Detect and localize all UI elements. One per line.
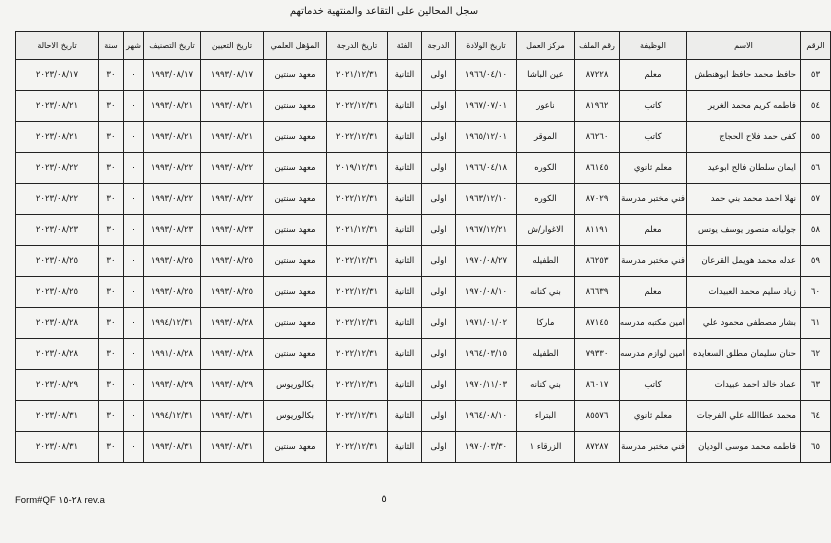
- classification-date-cell: ١٩٩٣/٠٨/٢٥: [144, 277, 201, 308]
- grade-cell: اولى: [422, 246, 456, 277]
- work-center-cell: الكوره: [517, 153, 575, 184]
- work-center-cell: الطفيله: [517, 339, 575, 370]
- retirement-date-cell: ٢٠٢٣/٠٨/٢٢: [16, 184, 99, 215]
- work-center-cell: ماركا: [517, 308, 575, 339]
- row-number-cell: ٥٤: [801, 91, 831, 122]
- job-title-cell: فني مختبر مدرسة: [620, 432, 687, 463]
- row-number-cell: ٦١: [801, 308, 831, 339]
- row-number-cell: ٦٢: [801, 339, 831, 370]
- job-title-cell: معلم: [620, 215, 687, 246]
- work-center-cell: الاغوار/ش: [517, 215, 575, 246]
- months-cell: ٠: [124, 184, 144, 215]
- classification-date-cell: ١٩٩٣/٠٨/٢٢: [144, 153, 201, 184]
- years-cell: ٣٠: [99, 432, 124, 463]
- row-number-cell: ٦٣: [801, 370, 831, 401]
- table-row: [16, 432, 831, 463]
- job-title-cell: معلم: [620, 277, 687, 308]
- qualification-cell: معهد سنتين: [264, 277, 327, 308]
- job-title-cell: فني مختبر مدرسة: [620, 246, 687, 277]
- employee-name-cell: حافظ محمد حافظ ابوهنطش: [687, 60, 801, 91]
- employee-name-cell: محمد عطاالله علي الفرجات: [687, 401, 801, 432]
- appointment-date-cell: ١٩٩٣/٠٨/٢٢: [201, 184, 264, 215]
- document-title: سجل المحالين على التقاعد والمنتهية خدماتهم: [289, 6, 479, 17]
- grade-cell: اولى: [422, 339, 456, 370]
- birth-date-cell: ١٩٦٧/١٢/٢١: [456, 215, 517, 246]
- grade-cell: اولى: [422, 277, 456, 308]
- row-number-cell: ٥٦: [801, 153, 831, 184]
- employee-name-cell: ايمان سلطان فالح ابوعيد: [687, 153, 801, 184]
- work-center-cell: عين الباشا: [517, 60, 575, 91]
- work-center-cell: البتراء: [517, 401, 575, 432]
- work-center-cell: بني كنانه: [517, 370, 575, 401]
- grade-date-cell: ٢٠١٩/١٢/٣١: [327, 153, 388, 184]
- qualification-cell: معهد سنتين: [264, 91, 327, 122]
- category-cell: الثانية: [388, 122, 422, 153]
- birth-date-cell: ١٩٧٠/٠٣/٣٠: [456, 432, 517, 463]
- birth-date-cell: ١٩٦٥/١٢/٠١: [456, 122, 517, 153]
- work-center-cell: ناعور: [517, 91, 575, 122]
- grade-date-cell: ٢٠٢٢/١٢/٣١: [327, 308, 388, 339]
- table-row: [16, 215, 831, 246]
- category-cell: الثانية: [388, 184, 422, 215]
- years-cell: ٣٠: [99, 339, 124, 370]
- birth-date-cell: ١٩٧٠/١١/٠٣: [456, 370, 517, 401]
- category-cell: الثانية: [388, 308, 422, 339]
- grade-cell: اولى: [422, 153, 456, 184]
- years-cell: ٣٠: [99, 91, 124, 122]
- appointment-date-cell: ١٩٩٣/٠٨/٢٨: [201, 339, 264, 370]
- retirement-date-cell: ٢٠٢٣/٠٨/٣١: [16, 432, 99, 463]
- file-number-cell: ٨٦٢٥٣: [575, 246, 620, 277]
- qualification-cell: معهد سنتين: [264, 60, 327, 91]
- qualification-cell: معهد سنتين: [264, 153, 327, 184]
- category-cell: الثانية: [388, 432, 422, 463]
- classification-date-cell: ١٩٩٣/٠٨/٢١: [144, 91, 201, 122]
- category-cell: الثانية: [388, 153, 422, 184]
- qualification-cell: معهد سنتين: [264, 122, 327, 153]
- file-number-cell: ٨٦٦٣٩: [575, 277, 620, 308]
- retirement-date-cell: ٢٠٢٣/٠٨/٢١: [16, 122, 99, 153]
- column-header: سنة: [99, 32, 124, 60]
- file-number-cell: ٨٧٢٢٨: [575, 60, 620, 91]
- file-number-cell: ٨٥٥٧٦: [575, 401, 620, 432]
- column-header: مركز العمل: [517, 32, 575, 60]
- grade-date-cell: ٢٠٢٢/١٢/٣١: [327, 122, 388, 153]
- employee-name-cell: فاطمه محمد موسى الوديان: [687, 432, 801, 463]
- column-header: الرقم: [801, 32, 831, 60]
- employee-name-cell: عدله محمد هويمل القرعان: [687, 246, 801, 277]
- table-row: [16, 246, 831, 277]
- file-number-cell: ٨٦٠١٧: [575, 370, 620, 401]
- classification-date-cell: ١٩٩٣/٠٨/٢٥: [144, 246, 201, 277]
- employee-name-cell: نهلا احمد محمد بني حمد: [687, 184, 801, 215]
- employee-name-cell: فاطمه كريم محمد الغرير: [687, 91, 801, 122]
- work-center-cell: الطفيله: [517, 246, 575, 277]
- job-title-cell: معلم ثانوي: [620, 153, 687, 184]
- retirement-date-cell: ٢٠٢٣/٠٨/٢٨: [16, 308, 99, 339]
- page-number: ٥: [381, 494, 387, 505]
- work-center-cell: الكوره: [517, 184, 575, 215]
- table-row: [16, 401, 831, 432]
- grade-cell: اولى: [422, 432, 456, 463]
- form-code: Form#QF ٢٨-١٥ rev.a: [15, 495, 105, 506]
- grade-cell: اولى: [422, 370, 456, 401]
- classification-date-cell: ١٩٩٣/٠٨/٢٩: [144, 370, 201, 401]
- qualification-cell: بكالوريوس: [264, 401, 327, 432]
- column-header: تاريخ التعيين: [201, 32, 264, 60]
- job-title-cell: معلم ثانوي: [620, 401, 687, 432]
- grade-cell: اولى: [422, 401, 456, 432]
- category-cell: الثانية: [388, 91, 422, 122]
- category-cell: الثانية: [388, 246, 422, 277]
- qualification-cell: معهد سنتين: [264, 184, 327, 215]
- column-header: شهر: [124, 32, 144, 60]
- retirement-date-cell: ٢٠٢٣/٠٨/٢٥: [16, 246, 99, 277]
- appointment-date-cell: ١٩٩٣/٠٨/٣١: [201, 401, 264, 432]
- months-cell: ٠: [124, 60, 144, 91]
- months-cell: ٠: [124, 401, 144, 432]
- classification-date-cell: ١٩٩٣/٠٨/٣١: [144, 432, 201, 463]
- file-number-cell: ٨٧١٤٥: [575, 308, 620, 339]
- classification-date-cell: ١٩٩٣/٠٨/٢١: [144, 122, 201, 153]
- qualification-cell: معهد سنتين: [264, 432, 327, 463]
- column-header: تاريخ الولادة: [456, 32, 517, 60]
- column-header: المؤهل العلمي: [264, 32, 327, 60]
- years-cell: ٣٠: [99, 215, 124, 246]
- appointment-date-cell: ١٩٩٣/٠٨/٢٣: [201, 215, 264, 246]
- column-header: رقم الملف: [575, 32, 620, 60]
- birth-date-cell: ١٩٧٠/٠٨/١٠: [456, 277, 517, 308]
- grade-cell: اولى: [422, 215, 456, 246]
- table-row: [16, 339, 831, 370]
- appointment-date-cell: ١٩٩٣/٠٨/٢٢: [201, 153, 264, 184]
- row-number-cell: ٥٣: [801, 60, 831, 91]
- retirement-date-cell: ٢٠٢٣/٠٨/٢٥: [16, 277, 99, 308]
- column-header: تاريخ التصنيف: [144, 32, 201, 60]
- row-number-cell: ٦٠: [801, 277, 831, 308]
- years-cell: ٣٠: [99, 401, 124, 432]
- table-body: [16, 60, 831, 463]
- grade-date-cell: ٢٠٢٢/١٢/٣١: [327, 184, 388, 215]
- birth-date-cell: ١٩٦٣/١٢/١٠: [456, 184, 517, 215]
- years-cell: ٣٠: [99, 277, 124, 308]
- grade-cell: اولى: [422, 184, 456, 215]
- category-cell: الثانية: [388, 277, 422, 308]
- retirement-date-cell: ٢٠٢٣/٠٨/٣١: [16, 401, 99, 432]
- qualification-cell: معهد سنتين: [264, 246, 327, 277]
- appointment-date-cell: ١٩٩٣/٠٨/٢٨: [201, 308, 264, 339]
- grade-date-cell: ٢٠٢١/١٢/٣١: [327, 60, 388, 91]
- employee-name-cell: بشار مصطفى محمود علي: [687, 308, 801, 339]
- employee-name-cell: كفى حمد فلاح الحجاج: [687, 122, 801, 153]
- months-cell: ٠: [124, 215, 144, 246]
- grade-date-cell: ٢٠٢٢/١٢/٣١: [327, 432, 388, 463]
- appointment-date-cell: ١٩٩٣/٠٨/٢٩: [201, 370, 264, 401]
- work-center-cell: الزرقاء ١: [517, 432, 575, 463]
- work-center-cell: الموقر: [517, 122, 575, 153]
- table-row: [16, 308, 831, 339]
- column-header: الاسم: [687, 32, 801, 60]
- qualification-cell: بكالوريوس: [264, 370, 327, 401]
- file-number-cell: ٨٧٠٢٩: [575, 184, 620, 215]
- file-number-cell: ٨١١٩١: [575, 215, 620, 246]
- years-cell: ٣٠: [99, 370, 124, 401]
- classification-date-cell: ١٩٩٤/١٢/٣١: [144, 401, 201, 432]
- years-cell: ٣٠: [99, 153, 124, 184]
- employee-name-cell: عماد خالد احمد عبيدات: [687, 370, 801, 401]
- qualification-cell: معهد سنتين: [264, 339, 327, 370]
- column-header: تاريخ الاحالة: [16, 32, 99, 60]
- classification-date-cell: ١٩٩٣/٠٨/٢٣: [144, 215, 201, 246]
- months-cell: ٠: [124, 91, 144, 122]
- months-cell: ٠: [124, 277, 144, 308]
- grade-date-cell: ٢٠٢٢/١٢/٣١: [327, 277, 388, 308]
- row-number-cell: ٥٥: [801, 122, 831, 153]
- years-cell: ٣٠: [99, 308, 124, 339]
- birth-date-cell: ١٩٧١/٠١/٠٢: [456, 308, 517, 339]
- classification-date-cell: ١٩٩١/٠٨/٢٨: [144, 339, 201, 370]
- years-cell: ٣٠: [99, 60, 124, 91]
- employee-name-cell: زياد سليم محمد العبيدات: [687, 277, 801, 308]
- table-row: [16, 277, 831, 308]
- file-number-cell: ٨١٩٦٢: [575, 91, 620, 122]
- retirement-date-cell: ٢٠٢٣/٠٨/٢٩: [16, 370, 99, 401]
- file-number-cell: ٨٧٢٨٧: [575, 432, 620, 463]
- classification-date-cell: ١٩٩٣/٠٨/١٧: [144, 60, 201, 91]
- years-cell: ٣٠: [99, 122, 124, 153]
- column-header: الفئة: [388, 32, 422, 60]
- grade-date-cell: ٢٠٢٢/١٢/٣١: [327, 401, 388, 432]
- table-header-row: [16, 32, 831, 60]
- classification-date-cell: ١٩٩٣/٠٨/٢٢: [144, 184, 201, 215]
- months-cell: ٠: [124, 246, 144, 277]
- birth-date-cell: ١٩٦٧/٠٧/٠١: [456, 91, 517, 122]
- retirement-date-cell: ٢٠٢٣/٠٨/١٧: [16, 60, 99, 91]
- birth-date-cell: ١٩٦٤/٠٣/١٥: [456, 339, 517, 370]
- table-row: [16, 60, 831, 91]
- grade-cell: اولى: [422, 91, 456, 122]
- column-header: الوظيفة: [620, 32, 687, 60]
- table-row: [16, 184, 831, 215]
- birth-date-cell: ١٩٦٦/٠٤/١٨: [456, 153, 517, 184]
- grade-cell: اولى: [422, 308, 456, 339]
- job-title-cell: معلم: [620, 60, 687, 91]
- retirement-date-cell: ٢٠٢٣/٠٨/٢٣: [16, 215, 99, 246]
- months-cell: ٠: [124, 308, 144, 339]
- grade-date-cell: ٢٠٢١/١٢/٣١: [327, 215, 388, 246]
- grade-date-cell: ٢٠٢٢/١٢/٣١: [327, 339, 388, 370]
- table-row: [16, 153, 831, 184]
- appointment-date-cell: ١٩٩٣/٠٨/٣١: [201, 432, 264, 463]
- retirement-date-cell: ٢٠٢٣/٠٨/٢٢: [16, 153, 99, 184]
- appointment-date-cell: ١٩٩٣/٠٨/١٧: [201, 60, 264, 91]
- category-cell: الثانية: [388, 370, 422, 401]
- file-number-cell: ٨٦١٤٥: [575, 153, 620, 184]
- qualification-cell: معهد سنتين: [264, 215, 327, 246]
- table-row: [16, 122, 831, 153]
- birth-date-cell: ١٩٦٤/٠٨/١٠: [456, 401, 517, 432]
- birth-date-cell: ١٩٧٠/٠٨/٢٧: [456, 246, 517, 277]
- table-row: [16, 370, 831, 401]
- category-cell: الثانية: [388, 401, 422, 432]
- row-number-cell: ٥٧: [801, 184, 831, 215]
- appointment-date-cell: ١٩٩٣/٠٨/٢١: [201, 91, 264, 122]
- grade-date-cell: ٢٠٢٢/١٢/٣١: [327, 246, 388, 277]
- column-header: تاريخ الدرجة: [327, 32, 388, 60]
- work-center-cell: بني كنانه: [517, 277, 575, 308]
- job-title-cell: امين لوازم مدرسه: [620, 339, 687, 370]
- job-title-cell: امين مكتبه مدرسه: [620, 308, 687, 339]
- file-number-cell: ٧٩٣٣٠: [575, 339, 620, 370]
- category-cell: الثانية: [388, 215, 422, 246]
- job-title-cell: فني مختبر مدرسة: [620, 184, 687, 215]
- job-title-cell: كاتب: [620, 122, 687, 153]
- employee-name-cell: جوليانه منصور يوسف يونس: [687, 215, 801, 246]
- months-cell: ٠: [124, 370, 144, 401]
- months-cell: ٠: [124, 122, 144, 153]
- employee-name-cell: حنان سليمان مطلق السعايده: [687, 339, 801, 370]
- retirees-table: [15, 31, 831, 463]
- months-cell: ٠: [124, 339, 144, 370]
- months-cell: ٠: [124, 153, 144, 184]
- retirement-date-cell: ٢٠٢٣/٠٨/٢١: [16, 91, 99, 122]
- appointment-date-cell: ١٩٩٣/٠٨/٢٥: [201, 246, 264, 277]
- appointment-date-cell: ١٩٩٣/٠٨/٢١: [201, 122, 264, 153]
- row-number-cell: ٦٤: [801, 401, 831, 432]
- row-number-cell: ٥٨: [801, 215, 831, 246]
- job-title-cell: كاتب: [620, 370, 687, 401]
- grade-cell: اولى: [422, 122, 456, 153]
- row-number-cell: ٦٥: [801, 432, 831, 463]
- classification-date-cell: ١٩٩٤/١٢/٣١: [144, 308, 201, 339]
- row-number-cell: ٥٩: [801, 246, 831, 277]
- category-cell: الثانية: [388, 339, 422, 370]
- years-cell: ٣٠: [99, 184, 124, 215]
- qualification-cell: معهد سنتين: [264, 308, 327, 339]
- category-cell: الثانية: [388, 60, 422, 91]
- grade-date-cell: ٢٠٢٢/١٢/٣١: [327, 91, 388, 122]
- months-cell: ٠: [124, 432, 144, 463]
- table-row: [16, 91, 831, 122]
- appointment-date-cell: ١٩٩٣/٠٨/٢٥: [201, 277, 264, 308]
- job-title-cell: كاتب: [620, 91, 687, 122]
- grade-date-cell: ٢٠٢٢/١٢/٣١: [327, 370, 388, 401]
- file-number-cell: ٨٦٢٦٠: [575, 122, 620, 153]
- retirement-date-cell: ٢٠٢٣/٠٨/٢٨: [16, 339, 99, 370]
- grade-cell: اولى: [422, 60, 456, 91]
- years-cell: ٣٠: [99, 246, 124, 277]
- birth-date-cell: ١٩٦٦/٠٤/١٠: [456, 60, 517, 91]
- column-header: الدرجة: [422, 32, 456, 60]
